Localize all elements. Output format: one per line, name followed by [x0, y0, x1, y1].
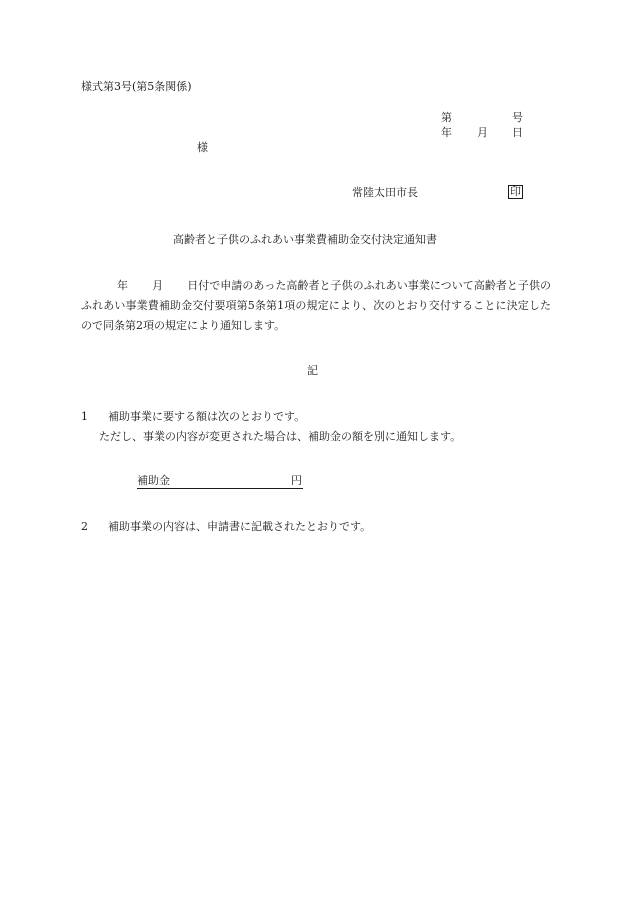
doc-number-prefix: 第: [441, 111, 452, 124]
item-1-note: ただし、事業の内容が変更された場合は、補助金の額を別に通知します。: [99, 430, 462, 443]
body-text: 日付で申請のあった高齢者と子供のふれあい事業について高齢者と子供のふれあい事業費補助金交付要項第5条第1項の規定により、次のとおり交付することに決定したので同条第2項の規定により通知します。: [81, 279, 552, 332]
document-title: 高齢者と子供のふれあい事業費補助金交付決定通知書: [173, 233, 437, 246]
date-year: 年: [441, 126, 452, 139]
item-1-text: 補助事業に要する額は次のとおりです。: [108, 410, 306, 423]
seal-mark: [508, 185, 523, 199]
body-month: 月: [152, 279, 164, 292]
addressee-suffix: 様: [197, 141, 208, 154]
amount-line: [137, 474, 303, 489]
amount-unit: 円: [291, 474, 302, 487]
body-year: 年: [117, 279, 129, 292]
amount-label: 補助金: [137, 474, 170, 487]
seal-label: 印: [510, 185, 521, 198]
item-1-number: 1: [81, 410, 88, 423]
date-month: 月: [477, 126, 488, 139]
issuer-name: 常陸太田市長: [352, 186, 418, 199]
date-day: 日: [512, 126, 523, 139]
ki-heading: 記: [307, 364, 318, 377]
body-paragraph: [81, 276, 551, 336]
item-2-number: 2: [81, 520, 88, 533]
doc-number-suffix: 号: [512, 111, 523, 124]
form-label: 様式第3号(第5条関係): [81, 80, 192, 93]
item-2-text: 補助事業の内容は、申請書に記載されたとおりです。: [108, 520, 372, 533]
